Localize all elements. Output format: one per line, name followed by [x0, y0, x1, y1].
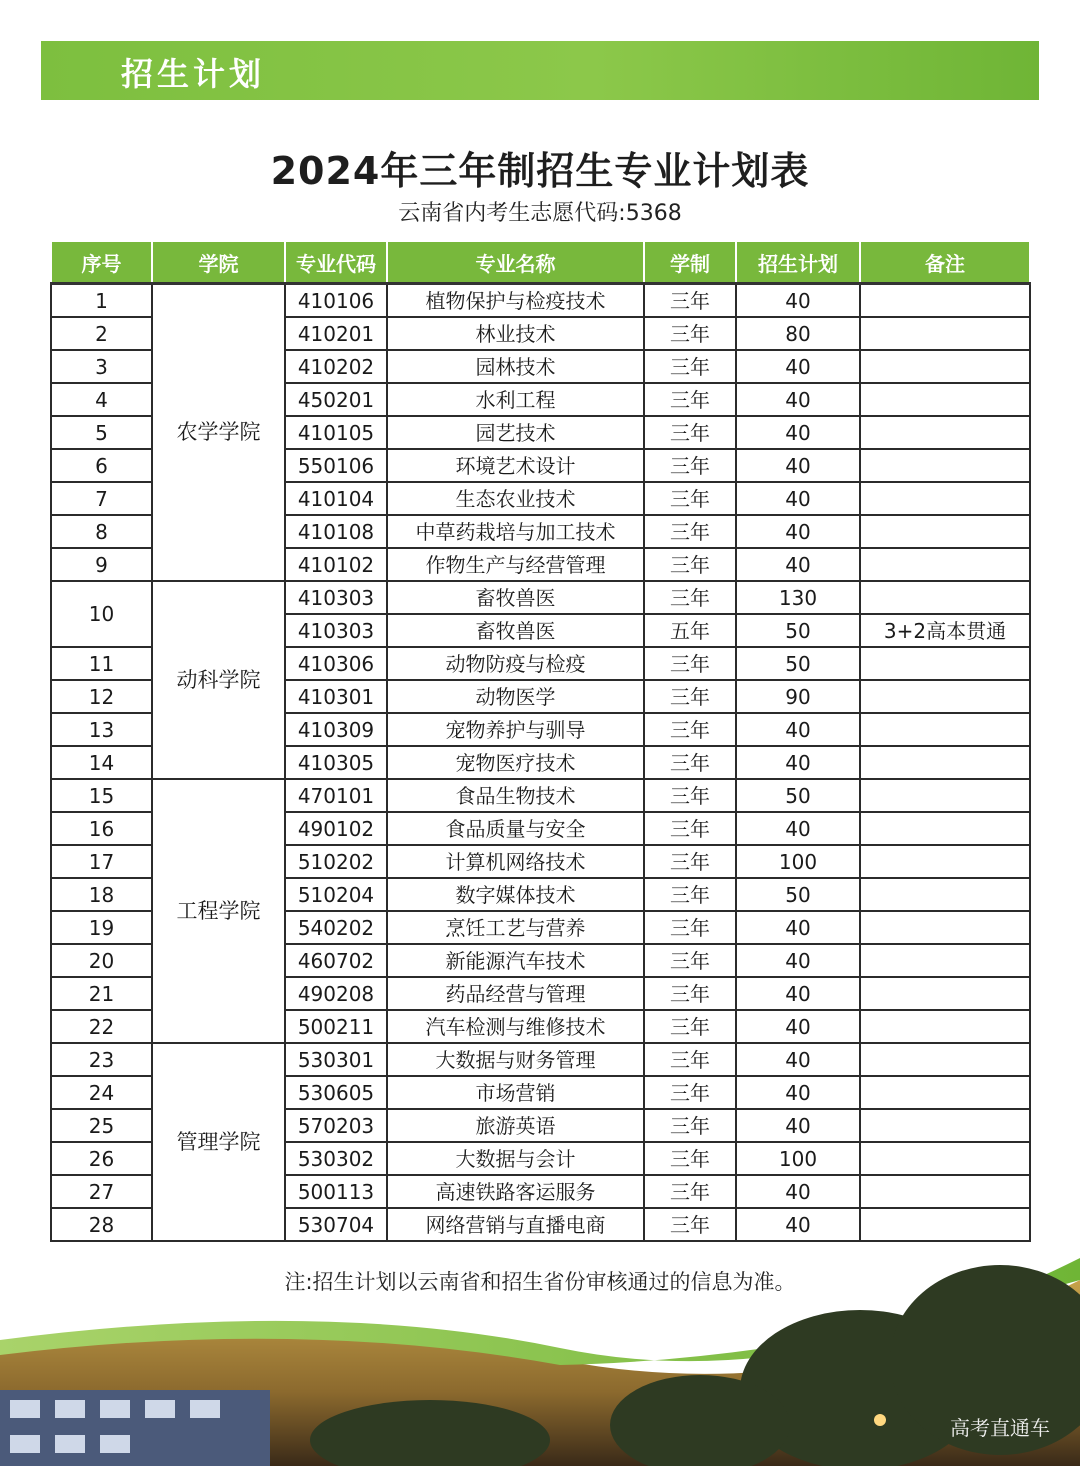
cell-plan: 40 — [736, 812, 860, 845]
cell-code: 410309 — [285, 713, 387, 746]
cell-name: 林业技术 — [387, 317, 644, 350]
cell-name: 动物防疫与检疫 — [387, 647, 644, 680]
cell-code: 550106 — [285, 449, 387, 482]
table-row — [51, 779, 1030, 812]
cell-code: 410201 — [285, 317, 387, 350]
cell-plan: 40 — [736, 1010, 860, 1043]
cell-years: 三年 — [644, 878, 736, 911]
column-header: 序号 — [51, 241, 152, 284]
cell-plan: 40 — [736, 350, 860, 383]
cell-years: 三年 — [644, 746, 736, 779]
table-row — [51, 1043, 1030, 1076]
cell-code: 530605 — [285, 1076, 387, 1109]
cell-years: 三年 — [644, 647, 736, 680]
cell-years: 三年 — [644, 1010, 736, 1043]
cell-code: 410102 — [285, 548, 387, 581]
cell-note — [860, 1109, 1030, 1142]
cell-plan: 40 — [736, 1043, 860, 1076]
cell-code: 490208 — [285, 977, 387, 1010]
cell-no: 5 — [51, 416, 152, 449]
cell-plan: 40 — [736, 383, 860, 416]
cell-plan: 90 — [736, 680, 860, 713]
cell-plan: 40 — [736, 746, 860, 779]
cell-no: 24 — [51, 1076, 152, 1109]
cell-plan: 40 — [736, 911, 860, 944]
column-header: 备注 — [860, 241, 1030, 284]
cell-plan: 100 — [736, 845, 860, 878]
cell-plan: 40 — [736, 416, 860, 449]
cell-note — [860, 1043, 1030, 1076]
cell-no: 25 — [51, 1109, 152, 1142]
cell-no: 18 — [51, 878, 152, 911]
cell-note — [860, 779, 1030, 812]
cell-name: 畜牧兽医 — [387, 614, 644, 647]
cell-no: 26 — [51, 1142, 152, 1175]
cell-plan: 40 — [736, 284, 860, 318]
cell-plan: 40 — [736, 713, 860, 746]
building-icon — [0, 1390, 270, 1466]
cell-years: 三年 — [644, 779, 736, 812]
cell-years: 三年 — [644, 977, 736, 1010]
cell-college: 管理学院 — [152, 1043, 285, 1241]
cell-code: 500113 — [285, 1175, 387, 1208]
enrollment-plan-table — [50, 240, 1031, 1242]
table-row — [51, 284, 1030, 318]
cell-name: 数字媒体技术 — [387, 878, 644, 911]
cell-name: 烹饪工艺与营养 — [387, 911, 644, 944]
cell-note — [860, 317, 1030, 350]
cell-no: 14 — [51, 746, 152, 779]
cell-years: 三年 — [644, 911, 736, 944]
cell-no: 12 — [51, 680, 152, 713]
cell-plan: 100 — [736, 1142, 860, 1175]
cell-code: 410305 — [285, 746, 387, 779]
cell-name: 中草药栽培与加工技术 — [387, 515, 644, 548]
cell-plan: 50 — [736, 779, 860, 812]
cell-code: 410202 — [285, 350, 387, 383]
cell-note — [860, 350, 1030, 383]
cell-note — [860, 284, 1030, 318]
cell-no: 6 — [51, 449, 152, 482]
cell-name: 园林技术 — [387, 350, 644, 383]
cell-plan: 40 — [736, 1076, 860, 1109]
cell-name: 大数据与财务管理 — [387, 1043, 644, 1076]
cell-code: 410104 — [285, 482, 387, 515]
cell-note — [860, 515, 1030, 548]
page-title: 2024年三年制招生专业计划表 — [270, 149, 810, 193]
table-header-row — [51, 241, 1030, 284]
cell-years: 三年 — [644, 713, 736, 746]
cell-years: 三年 — [644, 383, 736, 416]
cell-plan: 40 — [736, 944, 860, 977]
cell-name: 大数据与会计 — [387, 1142, 644, 1175]
cell-code: 410306 — [285, 647, 387, 680]
cell-name: 动物医学 — [387, 680, 644, 713]
footer-note: 注:招生计划以云南省和招生省份审核通过的信息为准。 — [284, 1270, 796, 1294]
cell-no: 1 — [51, 284, 152, 318]
cell-name: 食品质量与安全 — [387, 812, 644, 845]
cell-code: 500211 — [285, 1010, 387, 1043]
cell-note — [860, 449, 1030, 482]
cell-plan: 40 — [736, 1208, 860, 1241]
cell-note — [860, 812, 1030, 845]
cell-years: 三年 — [644, 350, 736, 383]
cell-note — [860, 548, 1030, 581]
cell-name: 园艺技术 — [387, 416, 644, 449]
cell-note — [860, 482, 1030, 515]
cell-note — [860, 1208, 1030, 1241]
cell-years: 五年 — [644, 614, 736, 647]
cell-note — [860, 647, 1030, 680]
cell-no: 2 — [51, 317, 152, 350]
cell-years: 三年 — [644, 1109, 736, 1142]
cell-no: 9 — [51, 548, 152, 581]
cell-years: 三年 — [644, 548, 736, 581]
cell-years: 三年 — [644, 1175, 736, 1208]
cell-no: 28 — [51, 1208, 152, 1241]
cell-no: 23 — [51, 1043, 152, 1076]
cell-no: 21 — [51, 977, 152, 1010]
cell-code: 510204 — [285, 878, 387, 911]
cell-name: 食品生物技术 — [387, 779, 644, 812]
cell-years: 三年 — [644, 581, 736, 614]
cell-code: 410303 — [285, 581, 387, 614]
cell-code: 510202 — [285, 845, 387, 878]
cell-note: 3+2高本贯通 — [860, 614, 1030, 647]
cell-name: 汽车检测与维修技术 — [387, 1010, 644, 1043]
cell-note — [860, 878, 1030, 911]
cell-name: 畜牧兽医 — [387, 581, 644, 614]
cell-no: 19 — [51, 911, 152, 944]
cell-plan: 40 — [736, 449, 860, 482]
cell-college: 动科学院 — [152, 581, 285, 779]
cell-note — [860, 746, 1030, 779]
cell-no: 20 — [51, 944, 152, 977]
cell-note — [860, 944, 1030, 977]
cell-name: 网络营销与直播电商 — [387, 1208, 644, 1241]
cell-name: 市场营销 — [387, 1076, 644, 1109]
column-header: 专业名称 — [387, 241, 644, 284]
cell-college: 农学学院 — [152, 284, 285, 582]
cell-code: 410105 — [285, 416, 387, 449]
cell-note — [860, 416, 1030, 449]
cell-plan: 50 — [736, 878, 860, 911]
cell-code: 530704 — [285, 1208, 387, 1241]
cell-no: 13 — [51, 713, 152, 746]
column-header: 专业代码 — [285, 241, 387, 284]
cell-code: 570203 — [285, 1109, 387, 1142]
cell-years: 三年 — [644, 515, 736, 548]
cell-college: 工程学院 — [152, 779, 285, 1043]
cell-note — [860, 1142, 1030, 1175]
cell-plan: 40 — [736, 1109, 860, 1142]
cell-no: 7 — [51, 482, 152, 515]
cell-name: 水利工程 — [387, 383, 644, 416]
cell-no: 15 — [51, 779, 152, 812]
cell-plan: 80 — [736, 317, 860, 350]
cell-note — [860, 977, 1030, 1010]
cell-name: 宠物医疗技术 — [387, 746, 644, 779]
cell-code: 410303 — [285, 614, 387, 647]
cell-name: 计算机网络技术 — [387, 845, 644, 878]
cell-code: 530301 — [285, 1043, 387, 1076]
table-row — [51, 581, 1030, 614]
cell-name: 宠物养护与驯导 — [387, 713, 644, 746]
cell-code: 460702 — [285, 944, 387, 977]
cell-years: 三年 — [644, 317, 736, 350]
cell-years: 三年 — [644, 680, 736, 713]
cell-no: 10 — [51, 581, 152, 647]
cell-no: 27 — [51, 1175, 152, 1208]
cell-years: 三年 — [644, 812, 736, 845]
watermark: 高考直通车 — [950, 1416, 1050, 1440]
cell-no: 8 — [51, 515, 152, 548]
cell-no: 16 — [51, 812, 152, 845]
cell-plan: 40 — [736, 977, 860, 1010]
cell-plan: 40 — [736, 1175, 860, 1208]
cell-note — [860, 1076, 1030, 1109]
cell-note — [860, 713, 1030, 746]
cell-note — [860, 581, 1030, 614]
cell-no: 22 — [51, 1010, 152, 1043]
cell-note — [860, 911, 1030, 944]
cell-years: 三年 — [644, 1142, 736, 1175]
cell-name: 作物生产与经营管理 — [387, 548, 644, 581]
cell-code: 490102 — [285, 812, 387, 845]
cell-code: 530302 — [285, 1142, 387, 1175]
cell-name: 环境艺术设计 — [387, 449, 644, 482]
cell-name: 生态农业技术 — [387, 482, 644, 515]
cell-code: 410106 — [285, 284, 387, 318]
table-body — [51, 284, 1030, 1242]
cell-years: 三年 — [644, 482, 736, 515]
cell-plan: 40 — [736, 482, 860, 515]
cell-years: 三年 — [644, 449, 736, 482]
cell-code: 470101 — [285, 779, 387, 812]
cell-name: 药品经营与管理 — [387, 977, 644, 1010]
cell-no: 11 — [51, 647, 152, 680]
cell-code: 410108 — [285, 515, 387, 548]
cell-plan: 40 — [736, 548, 860, 581]
cell-no: 4 — [51, 383, 152, 416]
cell-code: 410301 — [285, 680, 387, 713]
cell-note — [860, 1010, 1030, 1043]
cell-no: 3 — [51, 350, 152, 383]
cell-years: 三年 — [644, 1208, 736, 1241]
cell-plan: 130 — [736, 581, 860, 614]
cell-code: 450201 — [285, 383, 387, 416]
cell-years: 三年 — [644, 944, 736, 977]
cell-name: 旅游英语 — [387, 1109, 644, 1142]
banner-title: 招生计划 — [121, 55, 266, 93]
cell-note — [860, 680, 1030, 713]
cell-years: 三年 — [644, 416, 736, 449]
cell-years: 三年 — [644, 1076, 736, 1109]
cell-years: 三年 — [644, 845, 736, 878]
cell-code: 540202 — [285, 911, 387, 944]
column-header: 招生计划 — [736, 241, 860, 284]
cell-years: 三年 — [644, 1043, 736, 1076]
page-subtitle: 云南省内考生志愿代码:5368 — [398, 201, 682, 226]
cell-note — [860, 1175, 1030, 1208]
cell-name: 高速铁路客运服务 — [387, 1175, 644, 1208]
column-header: 学院 — [152, 241, 285, 284]
cell-no: 17 — [51, 845, 152, 878]
cell-plan: 50 — [736, 647, 860, 680]
cell-plan: 40 — [736, 515, 860, 548]
cell-note — [860, 845, 1030, 878]
cell-years: 三年 — [644, 284, 736, 318]
column-header: 学制 — [644, 241, 736, 284]
section-banner — [41, 41, 1039, 100]
cell-plan: 50 — [736, 614, 860, 647]
cell-note — [860, 383, 1030, 416]
cell-name: 新能源汽车技术 — [387, 944, 644, 977]
cell-name: 植物保护与检疫技术 — [387, 284, 644, 318]
